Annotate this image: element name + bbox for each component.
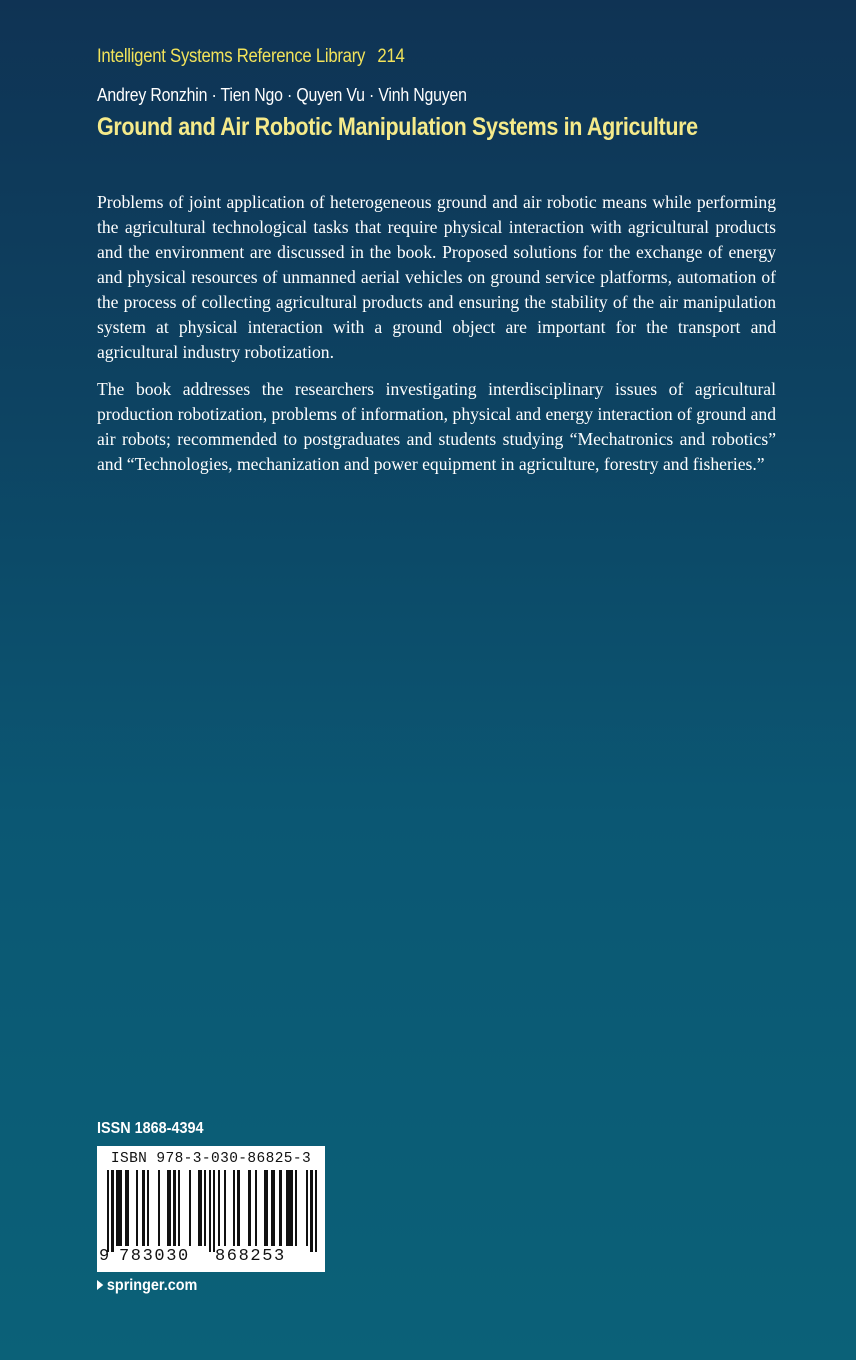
barcode-bar-17 [224, 1170, 226, 1246]
barcode-bar-9 [173, 1170, 175, 1246]
barcode-bar-26 [295, 1170, 297, 1246]
barcode-bar-21 [255, 1170, 257, 1246]
barcode-bar-27 [306, 1170, 308, 1246]
arrow-right-icon [97, 1280, 103, 1290]
barcode-digits-right: 868253 [215, 1247, 286, 1266]
barcode [97, 1146, 325, 1272]
blurb-paragraph-2: The book addresses the researchers investigating interdisciplinary issues of agricultural production robotization, problems of information, physical and energy interaction of ground and air robots; recommended to postgraduates and students studying “Mechatronics and robotics” and “Technologies, mechanization and power equipment in agriculture, forestry and fisheries.” [97, 379, 776, 474]
issn: ISSN 1868-4394 [97, 1120, 204, 1137]
barcode-bar-6 [147, 1170, 149, 1246]
barcode-bars [107, 1170, 317, 1246]
series-name: Intelligent Systems Reference Library [97, 46, 366, 67]
barcode-bar-16 [218, 1170, 220, 1246]
isbn-label: ISBN 978-3-030-86825-3 [110, 1151, 312, 1167]
book-title: Ground and Air Robotic Manipulation Systems in Agriculture [97, 113, 698, 141]
barcode-bar-23 [271, 1170, 275, 1246]
barcode-bar-8 [167, 1170, 171, 1246]
barcode-bar-0 [107, 1170, 109, 1252]
publisher-link-text: springer.com [106, 1277, 198, 1294]
barcode-bar-15 [213, 1170, 215, 1252]
barcode-bar-5 [142, 1170, 144, 1246]
blurb [97, 190, 776, 489]
barcode-bar-7 [158, 1170, 160, 1246]
barcode-bar-14 [209, 1170, 211, 1252]
barcode-bar-13 [204, 1170, 206, 1246]
authors: Andrey Ronzhin · Tien Ngo · Quyen Vu · Vinh Nguyen [97, 85, 467, 105]
barcode-bar-10 [178, 1170, 180, 1246]
barcode-bar-1 [111, 1170, 113, 1252]
barcode-bar-2 [116, 1170, 123, 1246]
barcode-bar-20 [248, 1170, 250, 1246]
series-number: 214 [377, 46, 405, 67]
barcode-bar-12 [198, 1170, 202, 1246]
barcode-digits-left: 783030 [119, 1247, 190, 1266]
publisher-link[interactable] [97, 1277, 197, 1295]
barcode-bar-29 [315, 1170, 317, 1252]
barcode-bar-11 [189, 1170, 191, 1246]
barcode-bar-22 [264, 1170, 268, 1246]
barcode-bar-18 [233, 1170, 235, 1246]
barcode-bar-4 [136, 1170, 138, 1246]
barcode-bar-19 [237, 1170, 239, 1246]
series-line [97, 46, 405, 68]
barcode-bar-28 [310, 1170, 312, 1252]
barcode-bar-25 [286, 1170, 293, 1246]
barcode-bar-24 [279, 1170, 281, 1246]
barcode-bar-3 [125, 1170, 129, 1246]
barcode-digit-first: 9 [99, 1247, 111, 1266]
blurb-paragraph-1: Problems of joint application of heterogeneous ground and air robotic means while performing the agricultural technological tasks that require physical interaction with agricultural products and the environment are discussed in the book. Proposed solutions for the exchange of energy and physical resources of unmanned aerial vehicles on ground service platforms, automation of the process of collecting agricultural products and ensuring the stability of the air manipulation system at physical interaction with a ground object are important for the transport and agricultural industry robotization. [97, 192, 776, 362]
